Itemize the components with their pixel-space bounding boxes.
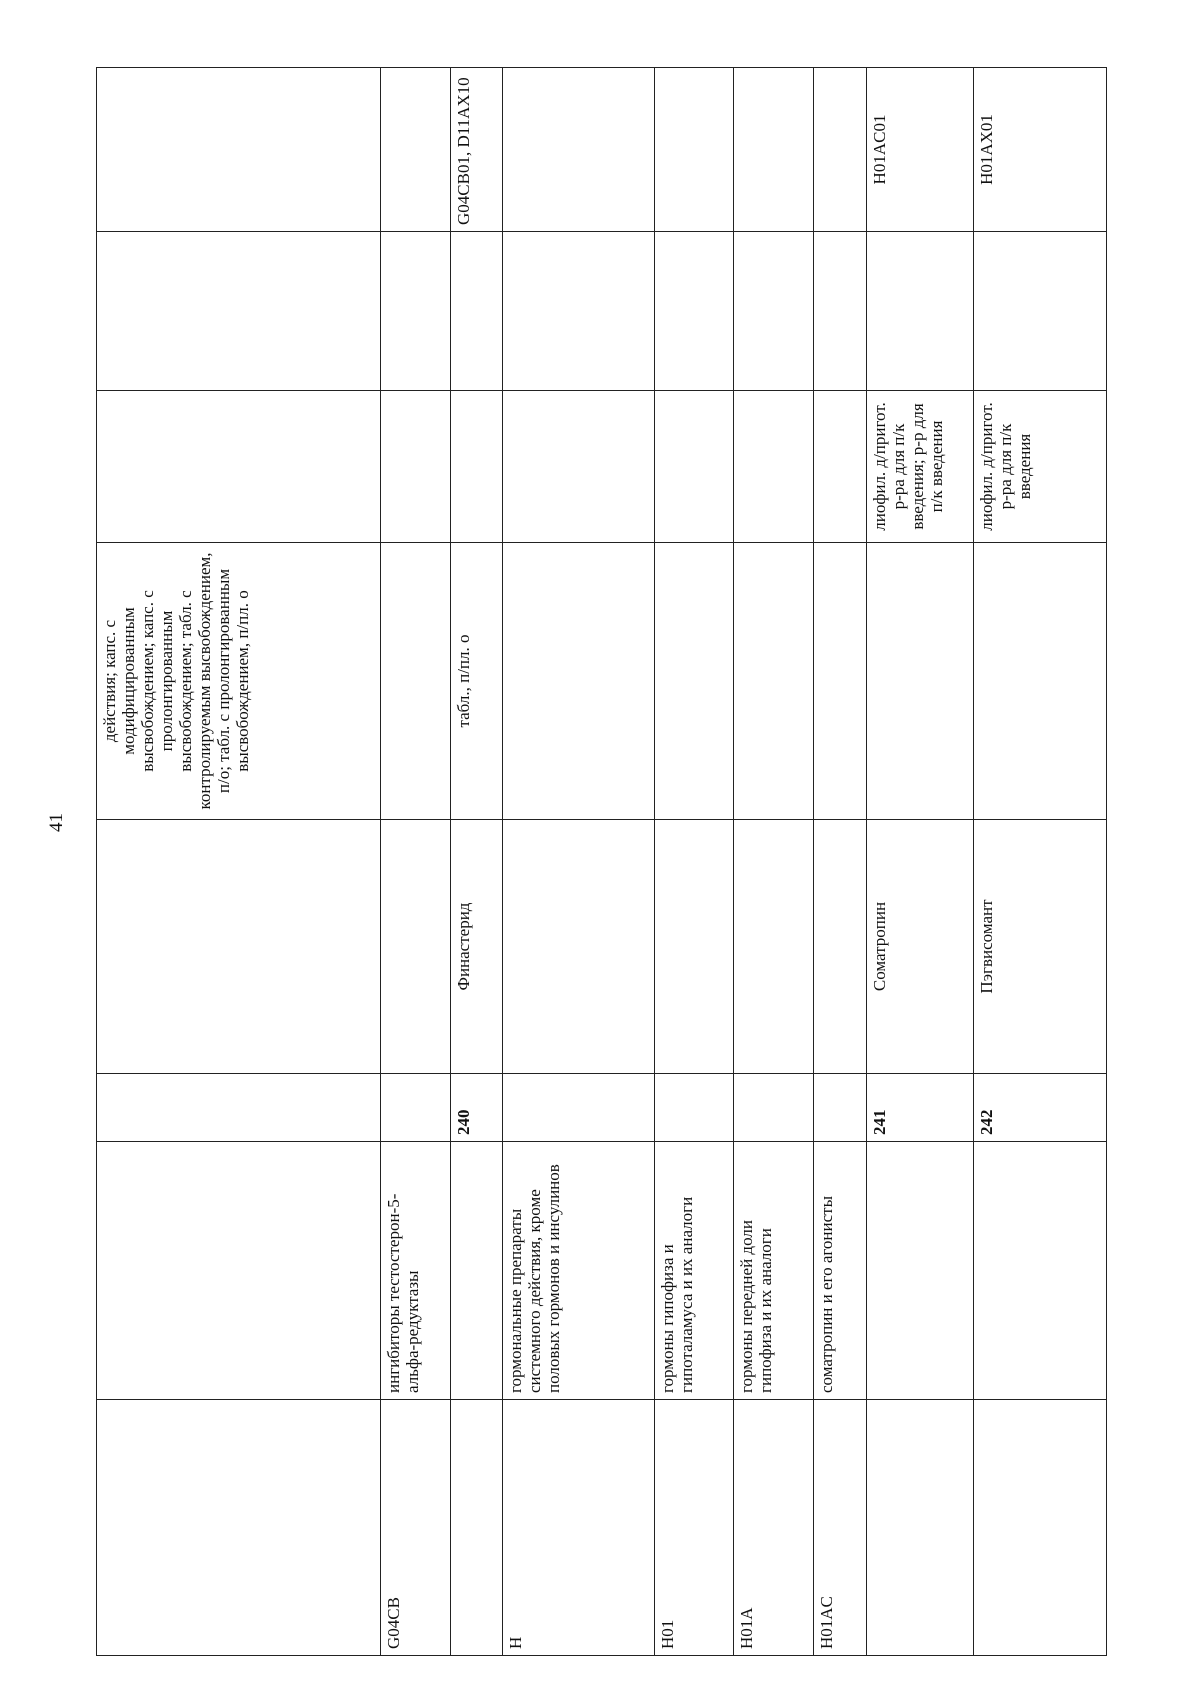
form-cell <box>503 543 655 820</box>
code-cell <box>97 68 381 232</box>
name-cell: Соматропин <box>867 820 974 1074</box>
form-cell <box>381 543 451 820</box>
form-extra-cell: лиофил. д/пригот. р-ра для п/к введения; р-р для п/к введения <box>867 391 974 543</box>
form-extra-cell <box>451 391 503 543</box>
form-cell: действия; капс. с модифицированным высвобождением; капс. с пролонгированным высвобождением; табл. с контролируемым высвобождением, п/о; табл. с пролонгированным высвобождением, п/пл. о <box>97 543 381 820</box>
number-cell: 241 <box>867 1074 974 1142</box>
name-cell <box>814 820 867 1074</box>
table-row <box>381 68 451 1656</box>
number-cell <box>97 1074 381 1142</box>
atc-code-cell: H01A <box>734 1400 814 1656</box>
group-cell <box>974 1142 1107 1400</box>
group-cell: гормоны гипофиза и гипоталамуса и их аналоги <box>655 1142 734 1400</box>
empty-cell <box>655 232 734 391</box>
page-number: 41 <box>46 813 67 832</box>
group-cell: соматропин и его агонисты <box>814 1142 867 1400</box>
table-row <box>814 68 867 1656</box>
group-cell: гормоны передней доли гипофиза и их аналоги <box>734 1142 814 1400</box>
code-cell <box>734 68 814 232</box>
name-cell <box>655 820 734 1074</box>
code-cell <box>381 68 451 232</box>
form-extra-cell <box>734 391 814 543</box>
number-cell <box>503 1074 655 1142</box>
group-cell <box>97 1142 381 1400</box>
form-cell <box>974 543 1107 820</box>
group-cell: ингибиторы тестостерон-5-альфа-редуктазы <box>381 1142 451 1400</box>
atc-code-cell: H <box>503 1400 655 1656</box>
table-row <box>451 68 503 1656</box>
group-cell: гормональные препараты системного действия, кроме половых гормонов и инсулинов <box>503 1142 655 1400</box>
name-cell: Финастерид <box>451 820 503 1074</box>
empty-cell <box>734 232 814 391</box>
name-cell <box>503 820 655 1074</box>
form-cell: табл., п/пл. о <box>451 543 503 820</box>
table-row <box>97 68 381 1656</box>
code-cell <box>655 68 734 232</box>
atc-code-cell: H01AC <box>814 1400 867 1656</box>
form-extra-cell <box>97 391 381 543</box>
empty-cell <box>503 232 655 391</box>
table-row <box>655 68 734 1656</box>
atc-code-cell <box>974 1400 1107 1656</box>
number-cell <box>655 1074 734 1142</box>
rotated-table-frame <box>96 68 1106 1656</box>
number-cell: 242 <box>974 1074 1107 1142</box>
atc-code-cell <box>451 1400 503 1656</box>
form-cell <box>814 543 867 820</box>
atc-code-cell <box>867 1400 974 1656</box>
table-row <box>503 68 655 1656</box>
group-cell <box>451 1142 503 1400</box>
number-cell: 240 <box>451 1074 503 1142</box>
name-cell: Пэгвисомант <box>974 820 1107 1074</box>
empty-cell <box>867 232 974 391</box>
code-cell: H01AC01 <box>867 68 974 232</box>
group-cell <box>867 1142 974 1400</box>
form-cell <box>867 543 974 820</box>
code-cell <box>814 68 867 232</box>
form-extra-cell <box>503 391 655 543</box>
code-cell: G04CB01, D11AX10 <box>451 68 503 232</box>
table-row <box>867 68 974 1656</box>
number-cell <box>734 1074 814 1142</box>
form-extra-cell <box>814 391 867 543</box>
form-extra-cell: лиофил. д/пригот. р-ра для п/к введения <box>974 391 1107 543</box>
number-cell <box>814 1074 867 1142</box>
code-cell <box>503 68 655 232</box>
empty-cell <box>451 232 503 391</box>
form-cell <box>655 543 734 820</box>
atc-code-cell <box>97 1400 381 1656</box>
form-cell <box>734 543 814 820</box>
rotated-content <box>96 68 1106 1656</box>
table-row <box>734 68 814 1656</box>
empty-cell <box>381 232 451 391</box>
name-cell <box>381 820 451 1074</box>
code-cell: H01AX01 <box>974 68 1107 232</box>
name-cell <box>97 820 381 1074</box>
table-row <box>974 68 1107 1656</box>
empty-cell <box>814 232 867 391</box>
number-cell <box>381 1074 451 1142</box>
form-extra-cell <box>381 391 451 543</box>
name-cell <box>734 820 814 1074</box>
form-extra-cell <box>655 391 734 543</box>
empty-cell <box>97 232 381 391</box>
empty-cell <box>974 232 1107 391</box>
atc-code-cell: G04CB <box>381 1400 451 1656</box>
drug-list-table <box>96 67 1107 1656</box>
atc-code-cell: H01 <box>655 1400 734 1656</box>
